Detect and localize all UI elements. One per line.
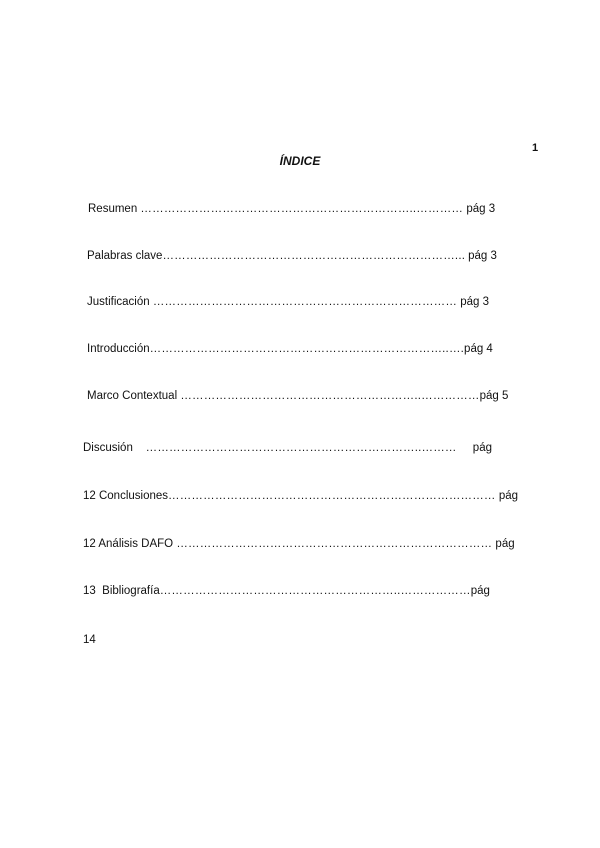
toc-entry-page: pág bbox=[492, 538, 515, 550]
toc-leader-dots: ……………………………………………………..……………… bbox=[159, 585, 471, 597]
toc-leader-dots: ………………………………………………………………….. bbox=[162, 250, 462, 262]
toc-entry-label: Introducción bbox=[87, 343, 150, 355]
toc-entry-palabras-clave bbox=[87, 250, 497, 262]
toc-entry-page: pág 3 bbox=[463, 203, 496, 215]
toc-entry-justificacion bbox=[87, 296, 489, 308]
page-number: 1 bbox=[532, 142, 539, 154]
page-title: ÍNDICE bbox=[279, 154, 321, 168]
toc-entry-label: 12 Análisis DAFO bbox=[83, 538, 177, 550]
toc-entry-discusion bbox=[83, 442, 492, 454]
toc-entry-resumen bbox=[88, 203, 495, 215]
toc-entry-label: 12 Conclusiones bbox=[83, 490, 169, 502]
toc-entry-page: pág 4 bbox=[464, 343, 493, 355]
toc-entry-label: Marco Contextual bbox=[87, 390, 181, 402]
toc-leader-dots: ………………………………………………………………………… bbox=[168, 490, 496, 502]
toc-entry-page: pág bbox=[470, 585, 490, 597]
toc-entry-analisis-dafo bbox=[83, 538, 515, 550]
toc-entry-marco-contextual bbox=[87, 390, 508, 402]
toc-entry-page: pág bbox=[495, 490, 519, 502]
toc-trailing-page-number: 14 bbox=[83, 634, 96, 646]
toc-entry-bibliografia bbox=[83, 585, 490, 597]
toc-entry-page: pág 3 bbox=[457, 296, 490, 308]
toc-entry-label: 13 Bibliografía bbox=[83, 585, 160, 597]
toc-leader-dots: ……………………………………………………………..………… bbox=[140, 203, 464, 215]
toc-leader-dots: ……………………………………………………………..……… bbox=[145, 442, 461, 454]
toc-entry-page: pág 5 bbox=[479, 390, 509, 402]
toc-entry-introduccion bbox=[87, 343, 493, 355]
toc-leader-dots: …………………………………………………………………..…. bbox=[149, 343, 465, 355]
toc-entry-label: Palabras clave bbox=[87, 250, 163, 262]
toc-entry-page: pág bbox=[460, 442, 492, 454]
toc-entry-page: . pág 3 bbox=[461, 250, 497, 262]
toc-entry-label: Resumen bbox=[88, 203, 141, 215]
toc-entry-label: Justificación bbox=[87, 296, 153, 308]
toc-leader-dots: ……………………………………………………………………… bbox=[176, 538, 493, 550]
toc-leader-dots: ……………………………………………………..…………… bbox=[180, 390, 480, 402]
toc-entry-conclusiones bbox=[83, 490, 518, 502]
toc-leader-dots: …………………………………………………………………… bbox=[152, 296, 458, 308]
toc-entry-label: Discusión bbox=[83, 442, 146, 454]
